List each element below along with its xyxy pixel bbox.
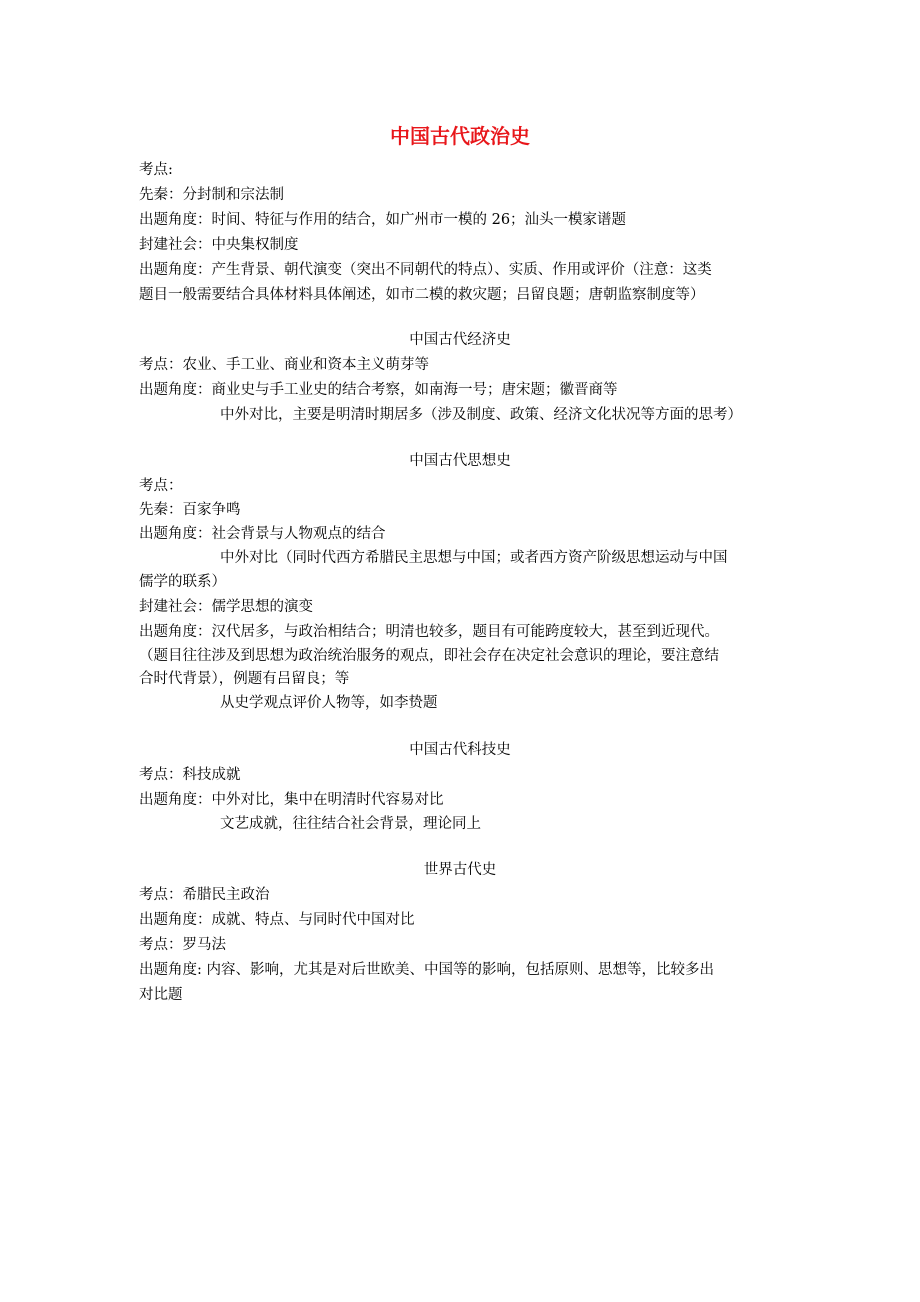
economic-line-2: 出题角度：商业史与手工业史的结合考察，如南海一号；唐宋题；徽晋商等 xyxy=(139,382,618,398)
thought-line-4: 中外对比（同时代西方希腊民主思想与中国；或者西方资产阶级思想运动与中国 xyxy=(220,550,728,566)
political-line-6: 题目一般需要结合具体材料具体阐述，如市二模的救灾题；吕留良题；唐朝监察制度等） xyxy=(139,287,705,303)
science-heading: 中国古代科技史 xyxy=(409,742,511,758)
thought-line-7: 出题角度：汉代居多，与政治相结合；明清也较多，题目有可能跨度较大，甚至到近现代。 xyxy=(139,624,719,640)
political-line-4: 封建社会：中央集权制度 xyxy=(139,237,299,253)
thought-line-8: （题目往往涉及到思想为政治统治服务的观点，即社会存在决定社会意识的理论，要注意结 xyxy=(139,648,719,664)
science-line-3: 文艺成就，往往结合社会背景，理论同上 xyxy=(220,816,481,832)
world-heading: 世界古代史 xyxy=(423,862,497,878)
economic-heading: 中国古代经济史 xyxy=(409,332,511,348)
world-line-4: 出题角度: 内容、影响，尤其是对后世欧美、中国等的影响，包括原则、思想等，比较多出 xyxy=(139,962,714,978)
thought-line-10: 从史学观点评价人物等，如李贽题 xyxy=(220,695,438,711)
science-line-2: 出题角度：中外对比，集中在明清时代容易对比 xyxy=(139,792,444,808)
thought-line-1: 考点： xyxy=(139,478,183,494)
world-line-5: 对比题 xyxy=(139,987,183,1003)
economic-line-3: 中外对比，主要是明清时期居多（涉及制度、政策、经济文化状况等方面的思考） xyxy=(220,407,742,423)
thought-heading: 中国古代思想史 xyxy=(409,453,511,469)
economic-line-1: 考点：农业、手工业、商业和资本主义萌芽等 xyxy=(139,357,429,373)
thought-line-3: 出题角度：社会背景与人物观点的结合 xyxy=(139,526,386,542)
science-line-1: 考点：科技成就 xyxy=(139,767,241,783)
thought-line-5: 儒学的联系） xyxy=(139,574,226,590)
political-line-2: 先秦：分封制和宗法制 xyxy=(139,187,284,203)
thought-line-9: 合时代背景），例题有吕留良；等 xyxy=(139,671,350,687)
page-title: 中国古代政治史 xyxy=(390,124,530,148)
political-line-1: 考点: xyxy=(139,162,173,178)
political-line-3: 出题角度：时间、特征与作用的结合，如广州市一模的 26；汕头一模家谱题 xyxy=(139,212,627,228)
thought-line-6: 封建社会：儒学思想的演变 xyxy=(139,599,313,615)
political-line-5: 出题角度：产生背景、朝代演变（突出不同朝代的特点）、实质、作用或评价（注意：这类 xyxy=(139,262,712,278)
world-line-1: 考点：希腊民主政治 xyxy=(139,887,270,903)
world-line-2: 出题角度：成就、特点、与同时代中国对比 xyxy=(139,912,415,928)
thought-line-2: 先秦：百家争鸣 xyxy=(139,502,241,518)
world-line-3: 考点：罗马法 xyxy=(139,937,226,953)
